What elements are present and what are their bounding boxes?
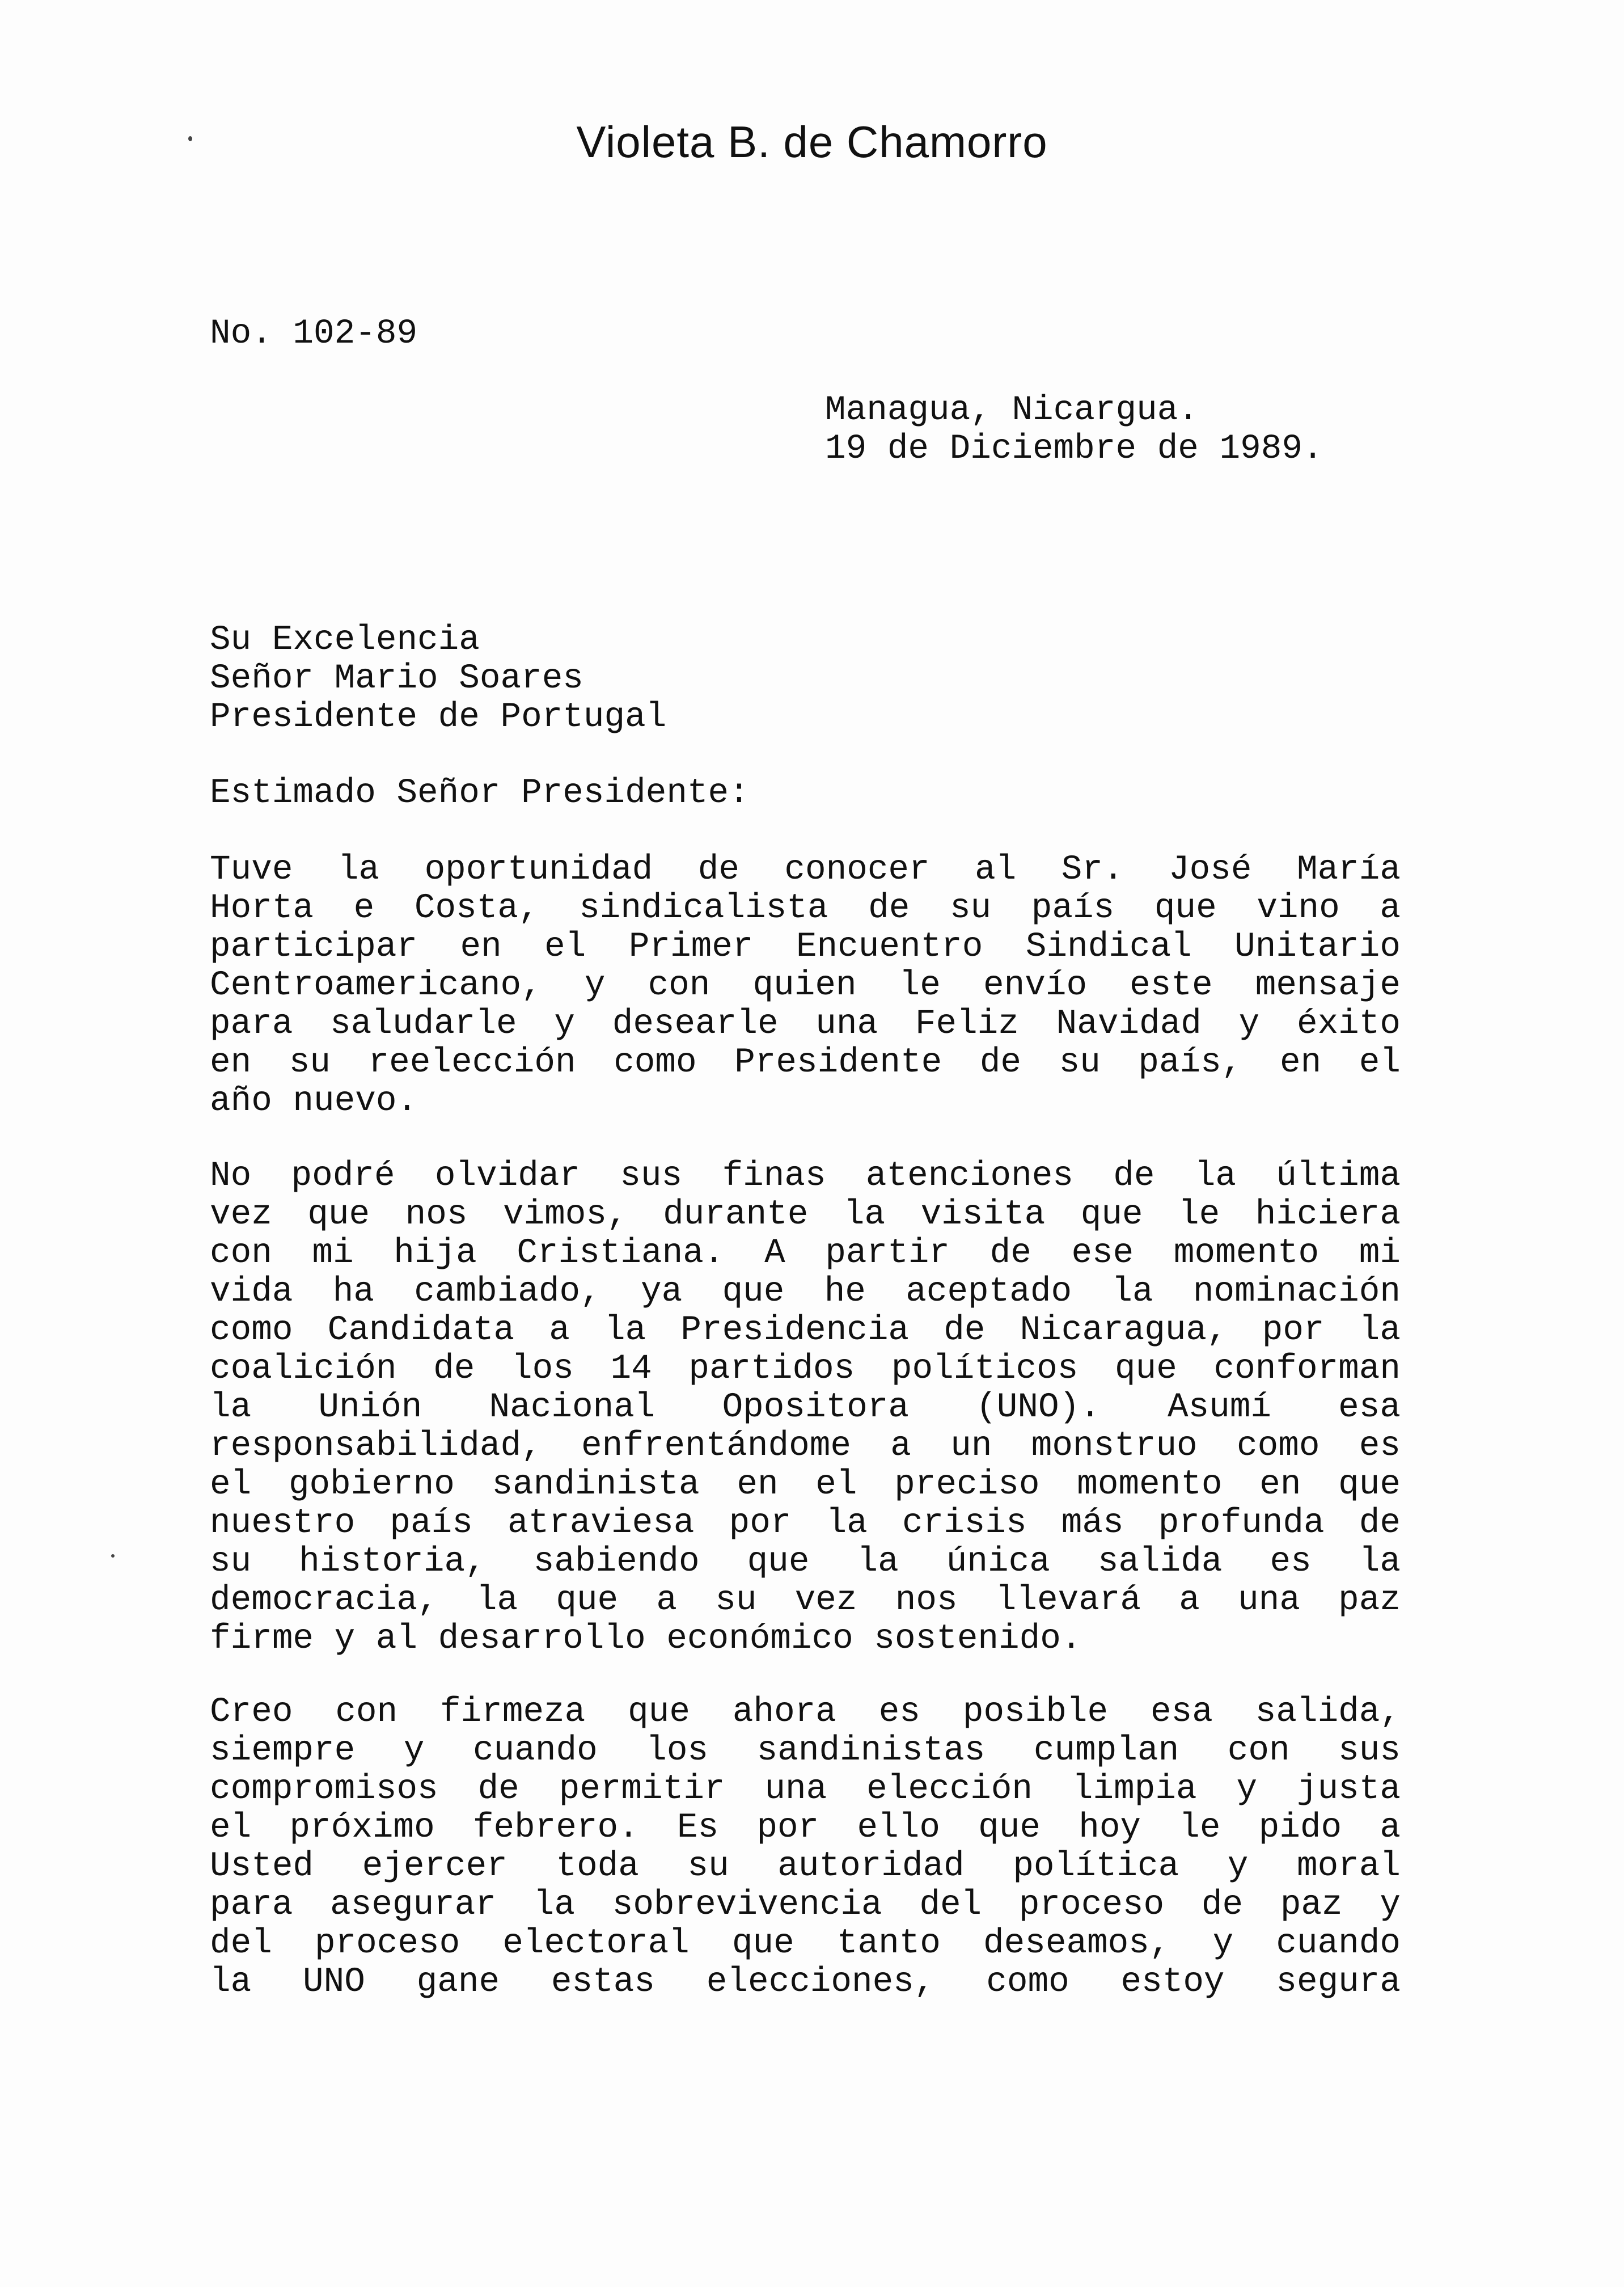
recipient-address [210,621,666,737]
text-line: firme y al desarrollo económico sostenido. [210,1619,1082,1659]
salutation: Estimado Señor Presidente: [210,774,750,813]
text-line: Creo con firmeza que ahora es posible esa salida, [210,1693,1401,1732]
paragraph-2 [210,1157,1401,1659]
text-line: vida ha cambiado, ya que he aceptado la nominación [210,1272,1401,1311]
recipient-line: Presidente de Portugal [210,698,667,737]
text-line: nuestro país atraviesa por la crisis más profunda de [210,1504,1401,1543]
text-line: con mi hija Cristiana. A partir de ese momento mi [210,1234,1401,1273]
text-line: año nuevo. [210,1082,418,1121]
text-line: compromisos de permitir una elección limpia y justa [210,1770,1401,1809]
text-line: vez que nos vimos, durante la visita que le hiciera [210,1195,1401,1234]
text-line: el gobierno sandinista en el preciso momento en que [210,1465,1401,1504]
text-line: la UNO gane estas elecciones, como estoy segura [210,1963,1401,2002]
text-line: Horta e Costa, sindicalista de su país que vino a [210,889,1401,928]
text-line: Usted ejercer toda su autoridad política y moral [210,1847,1401,1886]
date: 19 de Diciembre de 1989. [825,429,1323,469]
letterhead-name: Violeta B. de Chamorro [576,117,1048,167]
text-line: Centroamericano, y con quien le envío este mensaje [210,966,1401,1005]
text-line: No podré olvidar sus finas atenciones de la última [210,1157,1401,1196]
text-line: su historia, sabiendo que la única salida es la [210,1542,1401,1581]
text-line: el próximo febrero. Es por ello que hoy le pido a [210,1808,1401,1847]
text-line: siempre y cuando los sandinistas cumplan con sus [210,1731,1401,1770]
text-line: para saludarle y desearle una Feliz Navidad y éxito [210,1005,1401,1044]
text-line: responsabilidad, enfrentándome a un monstruo como es [210,1427,1401,1466]
recipient-line: Su Excelencia [210,621,480,660]
text-line: en su reelección como Presidente de su país, en el [210,1043,1401,1082]
paragraph-1 [210,851,1401,1121]
place-date-block [825,391,1323,469]
text-line: del proceso electoral que tanto deseamos, y cuando [210,1924,1401,1963]
text-line: para asegurar la sobrevivencia del proceso de paz y [210,1885,1401,1925]
text-line: participar en el Primer Encuentro Sindical Unitario [210,927,1401,967]
recipient-line: Señor Mario Soares [210,659,583,698]
reference-number: No. 102-89 [210,314,418,353]
paragraph-3 [210,1693,1401,2002]
text-line: como Candidata a la Presidencia de Nicaragua, por la [210,1311,1401,1350]
text-line: coalición de los 14 partidos políticos que conforman [210,1349,1401,1389]
scan-speck [111,1554,115,1558]
text-line: Tuve la oportunidad de conocer al Sr. José María [210,850,1401,889]
text-line: la Unión Nacional Opositora (UNO). Asumí esa [210,1388,1401,1427]
place: Managua, Nicargua. [825,391,1199,430]
text-line: democracia, la que a su vez nos llevará a una paz [210,1581,1401,1620]
